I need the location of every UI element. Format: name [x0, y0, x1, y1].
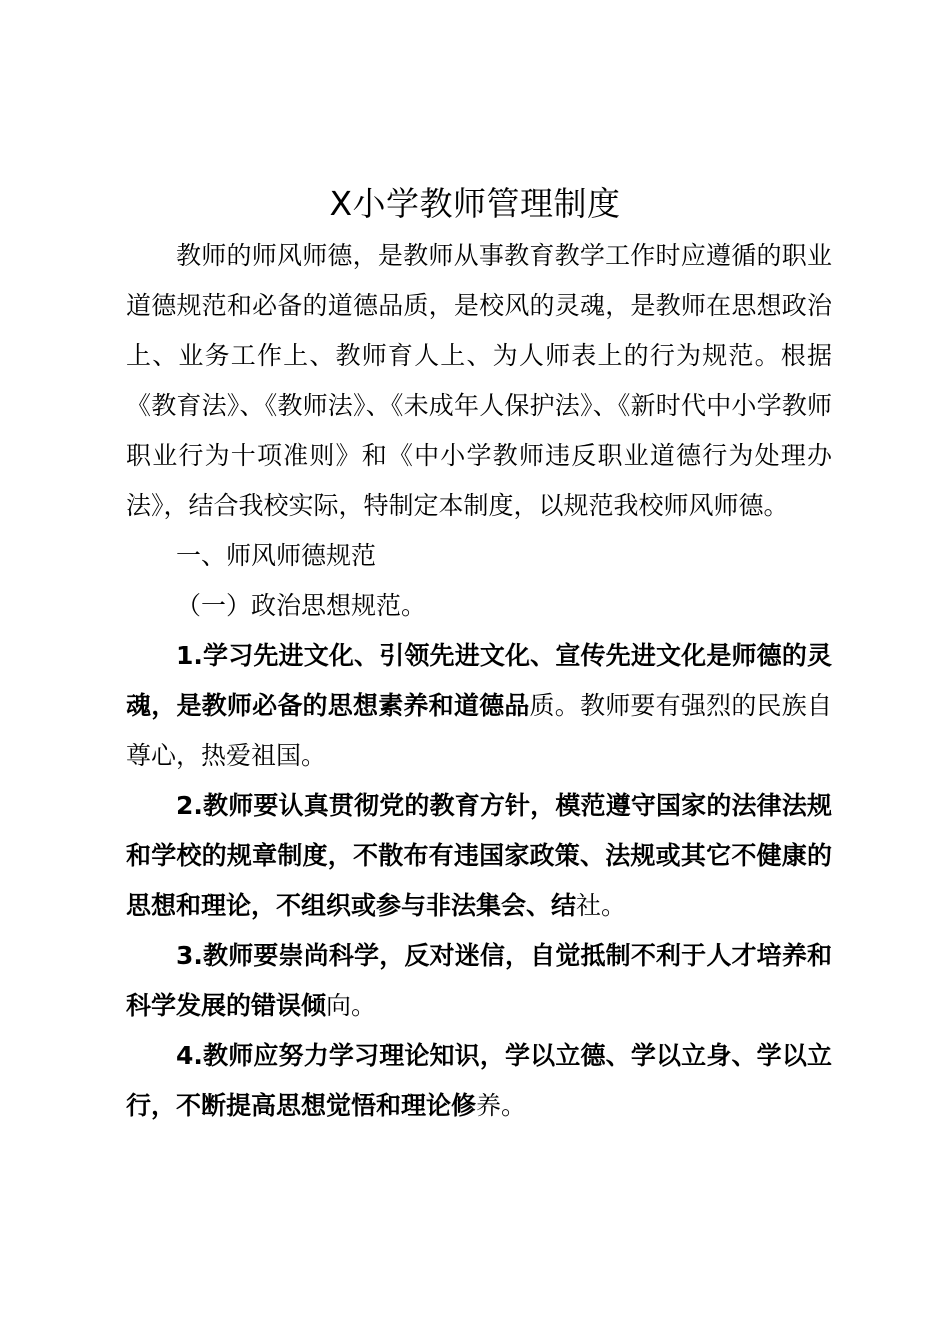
rule-bold-text: 4.教师应努力学习理论知识，学以立德、学以立身、学以立行，不断提高思想觉悟和理论修 — [126, 1041, 832, 1120]
rule-item-4 — [126, 1031, 832, 1131]
rule-bold-text: 2.教师要认真贯彻党的教育方针，模范遵守国家的法律法规和学校的规章制度，不散布有违国家政策、法规或其它不健康的思想和理论，不组织或参与非法集会、结 — [126, 791, 832, 920]
document-body — [126, 231, 832, 1131]
rule-normal-text: 质。教师要有强烈的民族自尊心，热爱祖国。 — [126, 691, 832, 770]
rule-bold-text: 1.学习先进文化、引领先进文化、宣传先进文化是师德的灵魂，是教师必备的思想素养和道德品 — [126, 641, 832, 720]
rule-item-1 — [126, 631, 832, 781]
intro-paragraph: 教师的师风师德，是教师从事教育教学工作时应遵循的职业道德规范和必备的道德品质，是校风的灵魂，是教师在思想政治上、业务工作上、教师育人上、为人师表上的行为规范。根据《教育法》、《教师法》、《未成年人保护法》、《新时代中小学教师职业行为十项准则》和《中小学教师违反职业道德行为处理办法》，结合我校实际，特制定本制度，以规范我校师风师德。 — [126, 241, 832, 520]
subsection-heading: （一）政治思想规范。 — [176, 591, 427, 620]
section-heading: 一、师风师德规范 — [176, 541, 377, 570]
rule-normal-text: 向。 — [326, 991, 377, 1020]
rule-bold-text: 3.教师要崇尚科学，反对迷信，自觉抵制不利于人才培养和科学发展的错误倾 — [126, 941, 832, 1020]
document-title: X小学教师管理制度 — [329, 184, 621, 223]
rule-normal-text: 社。 — [576, 891, 627, 920]
rule-item-3 — [126, 931, 832, 1031]
rule-item-2 — [126, 781, 832, 931]
rule-normal-text: 养。 — [476, 1091, 527, 1120]
